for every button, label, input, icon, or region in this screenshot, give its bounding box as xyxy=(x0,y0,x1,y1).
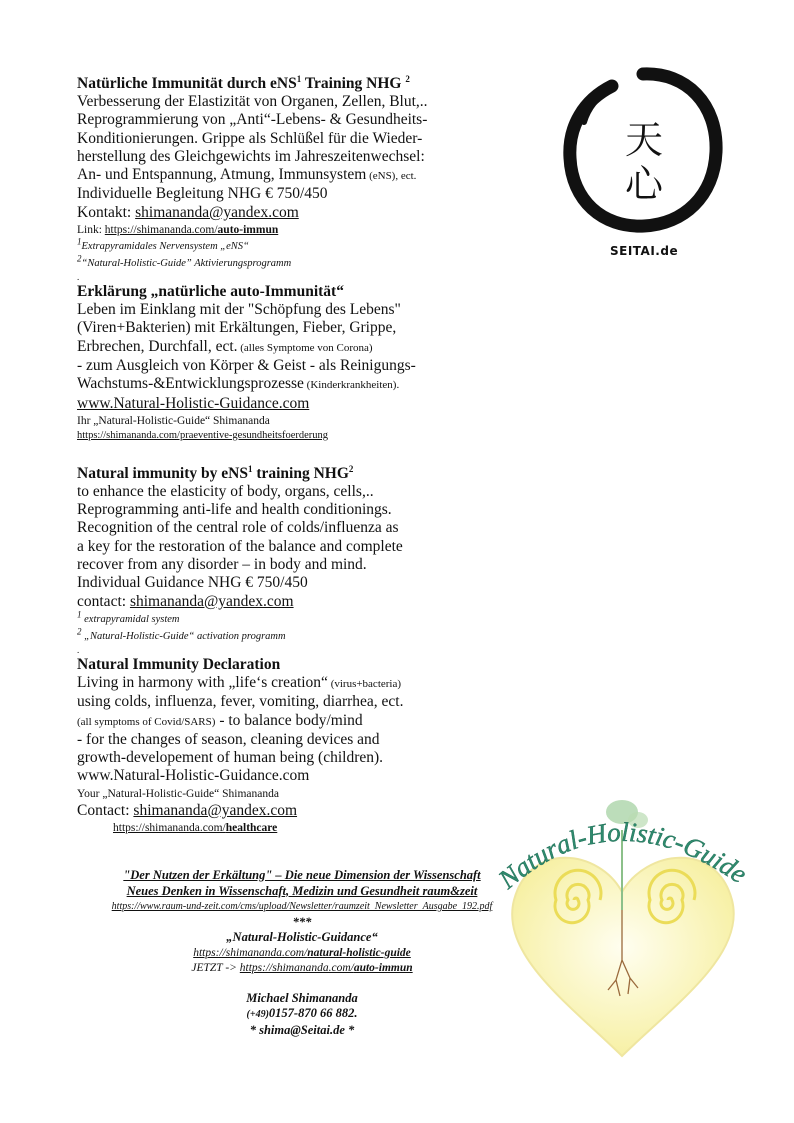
guidance-link[interactable] xyxy=(62,946,542,962)
title-text: Natürliche Immunität durch eNS xyxy=(77,75,297,92)
small-text: (eNS), ect. xyxy=(366,170,417,183)
link-url: https://shimananda.com/ xyxy=(193,946,308,959)
link-label: Link: xyxy=(77,224,105,237)
footnote-marker: 1 xyxy=(77,236,82,247)
contact-label: Contact: xyxy=(77,801,134,819)
body-line: herstellung des Gleichgewichts im Jahreszeitenwechsel: xyxy=(77,147,425,165)
signature-line: Ihr „Natural-Holistic-Guide“ Shimananda xyxy=(77,414,270,427)
en-declaration-title: Natural Immunity Declaration xyxy=(77,655,281,673)
contact-line xyxy=(77,204,517,222)
website-link[interactable]: www.Natural-Holistic-Guidance.com xyxy=(77,767,310,785)
body-line xyxy=(77,375,517,394)
body-line: Leben im Einklang mit der "Schöpfung des Lebens" xyxy=(77,301,401,319)
en-declaration-section xyxy=(77,655,517,836)
body-line: Recognition of the central role of colds/influenza as xyxy=(77,519,399,537)
en-immunity-section xyxy=(77,464,517,645)
de-declaration-title: Erklärung „natürliche auto-Immunität“ xyxy=(77,283,344,301)
newsletter-link[interactable]: https://www.raum-und-zeit.com/cms/upload/Newsletter/raumzeit_Newsletter_Ausgabe_192.pdf xyxy=(111,901,493,912)
footnote-marker: 2 xyxy=(405,73,410,84)
en-immunity-title xyxy=(77,464,517,483)
now-line xyxy=(62,961,542,977)
title-text: Training NHG xyxy=(301,75,406,92)
body-line: - zum Ausgleich von Körper & Geist - als Reinigungs- xyxy=(77,356,416,374)
author-email: * shima@Seitai.de * xyxy=(249,1022,355,1037)
body-line xyxy=(77,712,517,731)
stars-divider: *** xyxy=(292,914,312,929)
body-line: recover from any disorder – in body and mind. xyxy=(77,556,367,574)
email-link[interactable]: shimananda@yandex.com xyxy=(133,801,298,819)
body-line: Reprogrammierung von „Anti“-Lebens- & Gesundheits- xyxy=(77,111,428,129)
prevention-link[interactable]: https://shimananda.com/praeventive-gesundheitsfoerderung xyxy=(77,429,329,441)
body-line xyxy=(77,674,517,693)
link-url: https://shimananda.com/ xyxy=(239,962,354,974)
phone-prefix: (+49) xyxy=(246,1009,269,1020)
nhg-heart-logo xyxy=(490,790,760,1070)
author-name: Michael Shimananda xyxy=(246,990,358,1005)
footnote-text: extrapyramidal system xyxy=(81,613,180,625)
title-text: training NHG xyxy=(252,464,349,482)
separator-dot: . xyxy=(77,272,80,283)
link-url-bold: healthcare xyxy=(225,822,278,835)
article-title[interactable]: "Der Nutzen der Erkältung" – Die neue Dimension der Wissenschaft xyxy=(123,868,481,882)
footnote-text: Extrapyramidales Nervensystem „eNS“ xyxy=(81,241,249,253)
auto-immun-link[interactable] xyxy=(240,962,413,974)
body-line: Konditionierungen. Grippe als Schlüßel für die Wieder- xyxy=(77,129,423,147)
link-url-bold: natural-holistic-guide xyxy=(307,946,411,959)
body-line: to enhance the elasticity of body, organs, cells,.. xyxy=(77,482,374,500)
healthcare-link-line xyxy=(77,820,517,836)
email-link[interactable]: shimananda@yandex.com xyxy=(129,592,294,610)
guidance-price: Individuelle Begleitung NHG € 750/450 xyxy=(77,185,328,203)
body-line: - for the changes of season, cleaning devices and xyxy=(77,730,380,748)
footnote-2 xyxy=(77,628,517,645)
link-url: https://shimananda.com/ xyxy=(104,224,218,237)
seitai-chars: 天心 xyxy=(624,118,663,206)
link-line xyxy=(77,222,517,238)
small-text: (virus+bacteria) xyxy=(327,677,402,690)
guidance-title: „Natural-Holistic-Guidance“ xyxy=(226,930,378,944)
signature-line: Your „Natural-Holistic-Guide“ Shimananda xyxy=(77,787,279,800)
small-text: (alles Symptome von Corona) xyxy=(237,341,373,354)
footnote-marker: 1 xyxy=(77,609,82,620)
footnote-marker: 1 xyxy=(296,73,302,84)
phone-number: 0157-870 66 882. xyxy=(268,1006,358,1020)
contact-line xyxy=(77,802,517,820)
footnote-1 xyxy=(77,611,517,628)
body-line xyxy=(77,166,517,185)
body-text: Wachstums-&Entwicklungsprozesse xyxy=(77,375,304,393)
body-text: Erbrechen, Durchfall, ect. xyxy=(77,337,238,355)
footnote-marker: 2 xyxy=(348,463,354,474)
contact-label: contact: xyxy=(77,592,130,610)
body-line: Reprogramming anti-life and health conditionings. xyxy=(77,501,392,519)
de-immunity-title xyxy=(77,74,517,93)
link-url: https://shimananda.com/ xyxy=(113,822,226,835)
body-line: (Viren+Bakterien) mit Erkältungen, Fieber, Grippe, xyxy=(77,319,397,337)
small-text: (all symptoms of Covid/SARS) xyxy=(77,715,216,728)
footnote-marker: 2 xyxy=(77,253,82,264)
body-text: Living in harmony with „life‘s creation“ xyxy=(77,673,328,691)
small-text: (Kinderkrankheiten). xyxy=(303,379,400,392)
now-label: JETZT -> xyxy=(191,962,240,974)
seitai-text: SEITAI.de xyxy=(610,244,679,258)
de-immunity-section xyxy=(77,74,517,272)
seitai-logo xyxy=(558,66,728,266)
footnote-marker: 1 xyxy=(247,463,253,474)
contact-line xyxy=(77,593,517,611)
contact-label: Kontakt: xyxy=(77,203,136,221)
guidance-price: Individual Guidance NHG € 750/450 xyxy=(77,574,308,592)
website-link[interactable]: www.Natural-Holistic-Guidance.com xyxy=(77,394,310,412)
footer-block xyxy=(62,868,542,1038)
footnote-text: „Natural-Holistic-Guide“ activation programm xyxy=(81,630,286,642)
body-line xyxy=(77,338,517,357)
link-url-bold: auto-immun xyxy=(217,224,279,237)
title-text: Natural immunity by eNS xyxy=(77,464,248,482)
body-line: a key for the restoration of the balance and complete xyxy=(77,537,403,555)
body-line: using colds, influenza, fever, vomiting, diarrhea, ect. xyxy=(77,693,404,711)
footnote-2 xyxy=(77,255,517,272)
main-text-column xyxy=(77,74,517,836)
footnote-1 xyxy=(77,238,517,255)
article-subtitle[interactable]: Neues Denken in Wissenschaft, Medizin und Gesundheit raum&zeit xyxy=(126,883,478,898)
footnote-marker: 2 xyxy=(77,626,82,637)
footnote-text: “Natural-Holistic-Guide” Aktivierungsprogramm xyxy=(81,258,292,270)
body-text: - to balance body/mind xyxy=(215,711,363,729)
body-text: An- und Entspannung, Atmung, Immunsystem xyxy=(77,166,367,184)
de-declaration-section xyxy=(77,282,517,442)
nhg-text: Natural-Holistic-Guide xyxy=(492,816,753,895)
link-url-bold: auto-immun xyxy=(353,962,413,974)
separator-dot: . xyxy=(77,644,80,655)
email-link[interactable]: shimananda@yandex.com xyxy=(135,203,299,221)
healthcare-link[interactable] xyxy=(113,822,277,834)
body-line: Verbesserung der Elastizität von Organen, Zellen, Blut,.. xyxy=(77,93,428,110)
body-line: growth-developement of human being (children). xyxy=(77,749,384,767)
auto-immun-link[interactable] xyxy=(105,224,278,236)
phone-line xyxy=(62,1006,542,1023)
